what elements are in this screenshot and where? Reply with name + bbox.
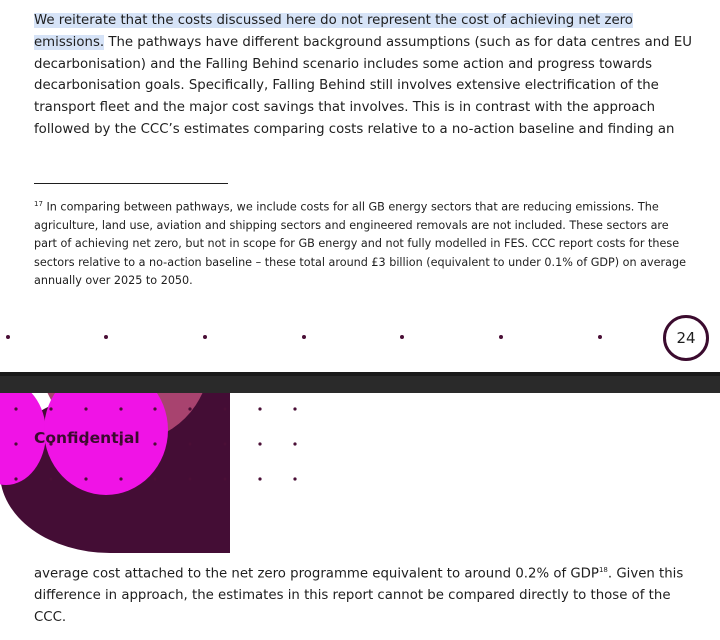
continued-text-a: average cost attached to the net zero programme equivalent to around 0.2% of GDP — [34, 566, 599, 582]
page-dot — [400, 335, 404, 339]
logo-wordmark: NESO — [603, 437, 682, 467]
page-dot — [203, 335, 207, 339]
page-dot — [302, 335, 306, 339]
footnote-text: In comparing between pathways, we include costs for all GB energy sectors that are reducing emissions. The agriculture, land use, aviation and shipping sectors and engineered removals are not included. These sectors are part of achieving net zero, but not in scope for GB energy and not fully modelled in FES. CCC report costs for these sectors relative to a no-action baseline – these total around £3 billion (equivalent to under 0.1% of GDP) on average annually over 2025 to 2050. — [34, 200, 686, 287]
neso-logo — [603, 437, 720, 493]
footnote-ref-18: 18 — [598, 566, 608, 574]
page-number-badge — [663, 315, 709, 361]
continued-paragraph — [34, 560, 694, 629]
page-dot — [104, 335, 108, 339]
footnote-rule — [34, 183, 228, 184]
page-25-top — [0, 393, 720, 640]
footnote-17 — [34, 195, 694, 290]
page-dot — [499, 335, 503, 339]
continued-text-b: . Given this difference in approach, the estimates in this report cannot be compared directly to those of the CCC. — [34, 566, 684, 626]
body-paragraph — [34, 10, 694, 141]
page-dot — [598, 335, 602, 339]
page-dot — [6, 335, 10, 339]
page-separator — [0, 372, 720, 393]
page-number: 24 — [676, 329, 696, 347]
paragraph-rest: The pathways have different background assumptions (such as for data centres and EU decarbonisation) and the Falling Behind scenario includes some action and progress towards decarbonisation goals. Specifically, Falling Behind still involves extensive electrification of the transport fleet and the major cost savings that involves. This is in contrast with the approach followed by the CCC’s estimates comparing costs relative to a no-action baseline and finding an — [34, 34, 692, 137]
logo-subtitle-line2: System Operator — [603, 478, 665, 487]
separator-shadow — [0, 372, 720, 376]
page-dot-row — [0, 332, 720, 342]
confidential-label: Confidential — [34, 429, 140, 447]
logo-subtitle — [603, 469, 665, 487]
footnote-marker: 17 — [34, 200, 43, 208]
union-flag-icon — [683, 439, 720, 483]
highlighted-sentence[interactable]: We reiterate that the costs discussed here do not represent the cost of achieving net zero emissions. — [34, 13, 633, 50]
logo-subtitle-line1: National Energy — [603, 469, 662, 478]
